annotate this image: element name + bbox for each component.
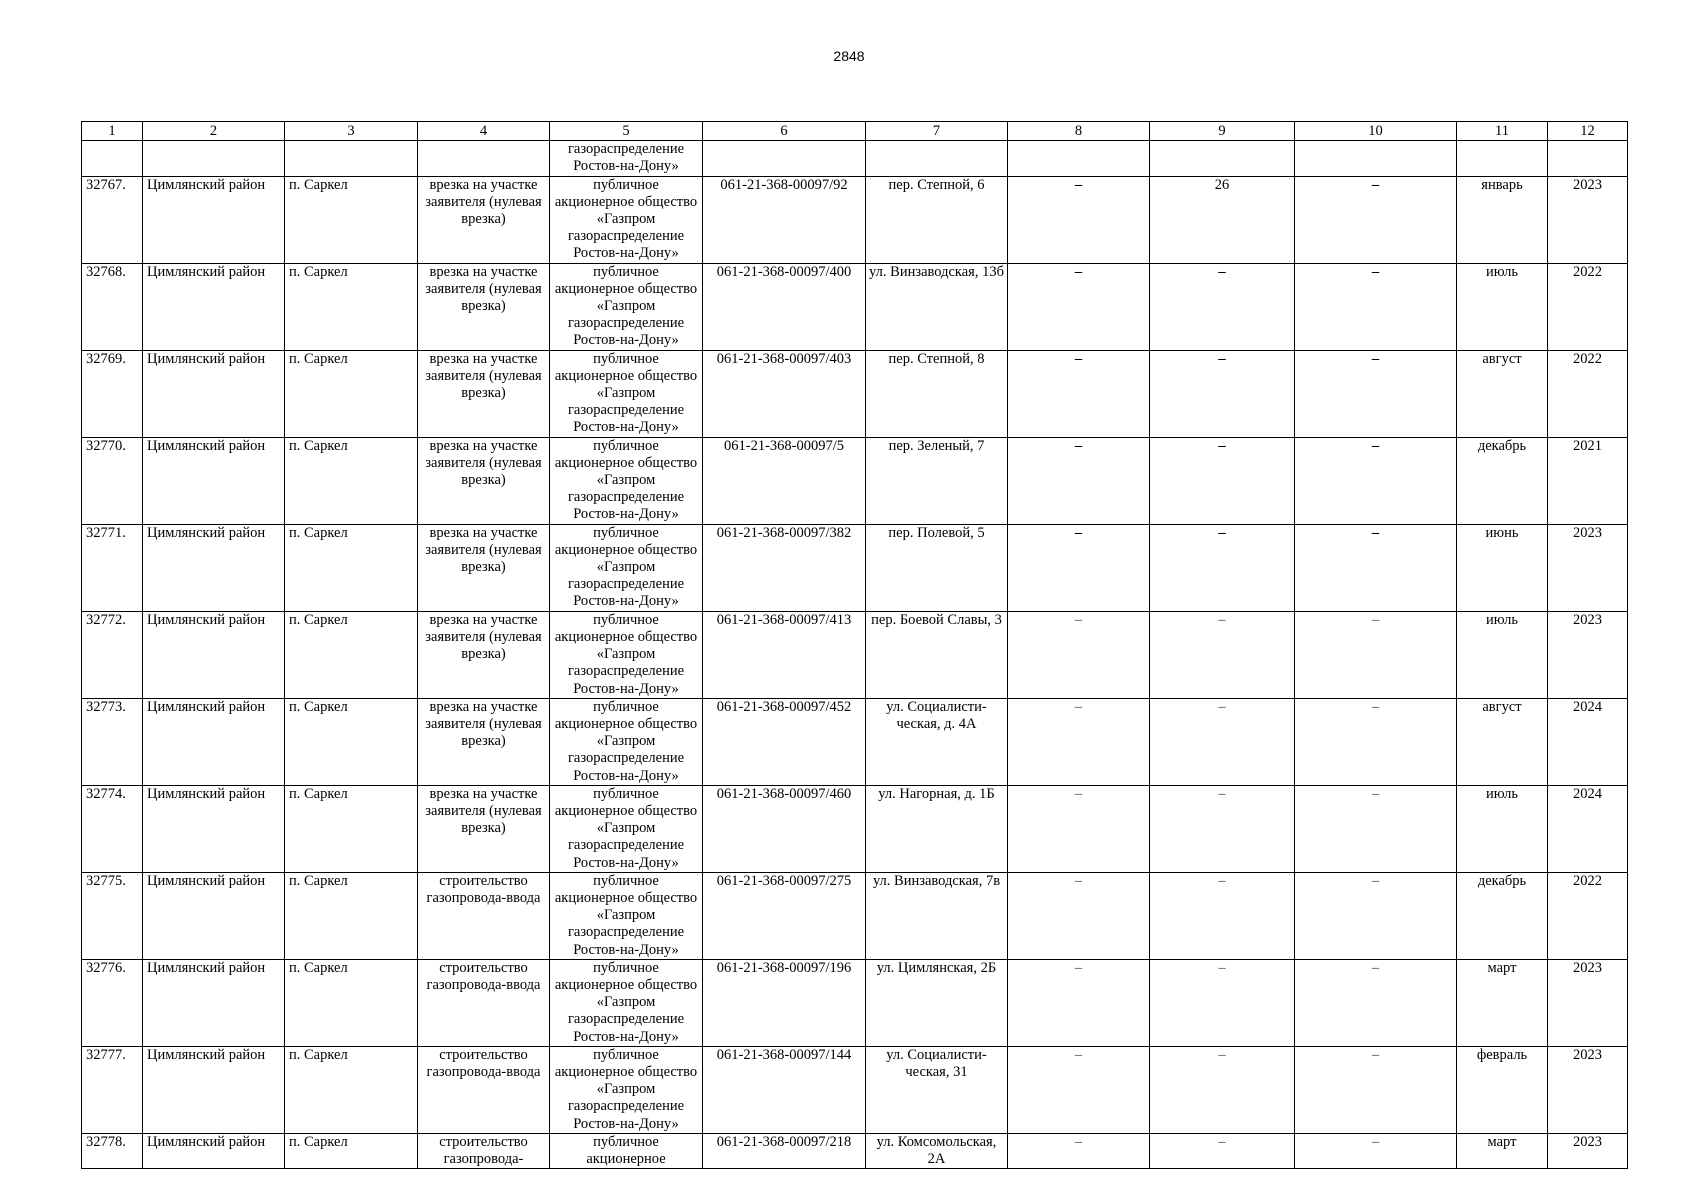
cell-settlement: п. Саркел — [285, 872, 418, 959]
table-row — [82, 959, 1628, 1046]
table-row — [82, 611, 1628, 698]
cell-row-number: 32777. — [82, 1046, 143, 1133]
cell-object-code: 061-21-368-00097/92 — [703, 176, 866, 263]
cell-year: 2024 — [1548, 785, 1628, 872]
registry-table — [81, 121, 1628, 1169]
table-row — [82, 263, 1628, 350]
cell-col9: – — [1150, 698, 1295, 785]
column-header: 2 — [143, 122, 285, 141]
cell-col10: – — [1295, 437, 1457, 524]
cell-month: июль — [1457, 611, 1548, 698]
cell-col8: – — [1008, 350, 1150, 437]
cell-row-number: 32772. — [82, 611, 143, 698]
cell-work-type: врезка на участке заявителя (нулевая врезка) — [418, 611, 550, 698]
column-header: 9 — [1150, 122, 1295, 141]
cell-month: март — [1457, 1133, 1548, 1168]
cell-organization: публичное акционерное общество «Газпром газораспределение Ростов-на-Дону» — [550, 872, 703, 959]
table-row — [82, 176, 1628, 263]
cell-address: ул. Комсомольская, 2А — [866, 1133, 1008, 1168]
cell-row-number: 32775. — [82, 872, 143, 959]
cell-district: Цимлянский район — [143, 350, 285, 437]
cell-address: пер. Степной, 8 — [866, 350, 1008, 437]
cell-work-type: врезка на участке заявителя (нулевая врезка) — [418, 524, 550, 611]
cell-settlement: п. Саркел — [285, 350, 418, 437]
cell-organization: публичное акционерное общество «Газпром газораспределение Ростов-на-Дону» — [550, 350, 703, 437]
cell-col9: – — [1150, 524, 1295, 611]
cell-month: декабрь — [1457, 437, 1548, 524]
cell-month: июль — [1457, 785, 1548, 872]
column-header: 11 — [1457, 122, 1548, 141]
cell-object-code: 061-21-368-00097/144 — [703, 1046, 866, 1133]
cell-col9: – — [1150, 785, 1295, 872]
cell-row-number: 32773. — [82, 698, 143, 785]
table-row — [82, 698, 1628, 785]
cell-work-type: врезка на участке заявителя (нулевая врезка) — [418, 437, 550, 524]
cell-col10: – — [1295, 1133, 1457, 1168]
cell-month: январь — [1457, 176, 1548, 263]
cell-row-number: 32776. — [82, 959, 143, 1046]
cell-district: Цимлянский район — [143, 176, 285, 263]
cell-district: Цимлянский район — [143, 611, 285, 698]
cell-col9: 26 — [1150, 176, 1295, 263]
cell-object-code: 061-21-368-00097/460 — [703, 785, 866, 872]
cell-settlement: п. Саркел — [285, 1133, 418, 1168]
table-row — [82, 437, 1628, 524]
cell-col9: – — [1150, 872, 1295, 959]
cell-organization: публичное акционерное общество «Газпром газораспределение Ростов-на-Дону» — [550, 1046, 703, 1133]
cell-work-type: врезка на участке заявителя (нулевая врезка) — [418, 785, 550, 872]
cell-organization: публичное акционерное общество «Газпром газораспределение Ростов-на-Дону» — [550, 263, 703, 350]
cell-address: ул. Цимлянская, 2Б — [866, 959, 1008, 1046]
cell-settlement: п. Саркел — [285, 176, 418, 263]
cell-settlement: п. Саркел — [285, 263, 418, 350]
column-header: 3 — [285, 122, 418, 141]
cell-month: февраль — [1457, 1046, 1548, 1133]
cell-object-code: 061-21-368-00097/400 — [703, 263, 866, 350]
cell-col8: – — [1008, 872, 1150, 959]
cell-row-number: 32769. — [82, 350, 143, 437]
cell-col10: – — [1295, 872, 1457, 959]
cell-district: Цимлянский район — [143, 959, 285, 1046]
cell-organization: публичное акционерное общество «Газпром газораспределение Ростов-на-Дону» — [550, 698, 703, 785]
cell-address: ул. Винзаводская, 7в — [866, 872, 1008, 959]
cell-month: декабрь — [1457, 872, 1548, 959]
cell-address: ул. Винзаводская, 13б — [866, 263, 1008, 350]
cell-month: июль — [1457, 263, 1548, 350]
cell-row-number: 32771. — [82, 524, 143, 611]
cell-work-type: врезка на участке заявителя (нулевая врезка) — [418, 698, 550, 785]
cell-address: ул. Социалисти-ческая, 31 — [866, 1046, 1008, 1133]
cell-district: Цимлянский район — [143, 1046, 285, 1133]
cell-col9: – — [1150, 1046, 1295, 1133]
cell-month: август — [1457, 350, 1548, 437]
cell-col8: – — [1008, 1133, 1150, 1168]
cell-settlement: п. Саркел — [285, 1046, 418, 1133]
cell-year: 2024 — [1548, 698, 1628, 785]
cell-organization: публичное акционерное — [550, 1133, 703, 1168]
continuation-row — [82, 141, 1628, 176]
cell-row-number: 32770. — [82, 437, 143, 524]
cell-organization: газораспределение Ростов-на-Дону» — [550, 141, 703, 176]
cell-work-type: строительство газопровода-ввода — [418, 872, 550, 959]
cell-year: 2022 — [1548, 350, 1628, 437]
cell-object-code: 061-21-368-00097/403 — [703, 350, 866, 437]
cell-year: 2023 — [1548, 176, 1628, 263]
cell-col9: – — [1150, 263, 1295, 350]
column-header: 7 — [866, 122, 1008, 141]
cell-address: пер. Зеленый, 7 — [866, 437, 1008, 524]
column-header: 5 — [550, 122, 703, 141]
cell-col8: – — [1008, 611, 1150, 698]
cell-work-type: врезка на участке заявителя (нулевая врезка) — [418, 350, 550, 437]
cell-address: пер. Полевой, 5 — [866, 524, 1008, 611]
cell-settlement: п. Саркел — [285, 611, 418, 698]
cell-organization: публичное акционерное общество «Газпром газораспределение Ростов-на-Дону» — [550, 959, 703, 1046]
cell-organization: публичное акционерное общество «Газпром газораспределение Ростов-на-Дону» — [550, 785, 703, 872]
cell-col8: – — [1008, 785, 1150, 872]
cell-settlement: п. Саркел — [285, 524, 418, 611]
table-row — [82, 350, 1628, 437]
column-number-header — [82, 122, 1628, 141]
cell-district: Цимлянский район — [143, 698, 285, 785]
cell-organization: публичное акционерное общество «Газпром газораспределение Ростов-на-Дону» — [550, 437, 703, 524]
cell-col10: – — [1295, 176, 1457, 263]
cell-year: 2022 — [1548, 872, 1628, 959]
cell-object-code: 061-21-368-00097/275 — [703, 872, 866, 959]
cell-object-code: 061-21-368-00097/218 — [703, 1133, 866, 1168]
cell-year: 2023 — [1548, 611, 1628, 698]
cell-row-number: 32774. — [82, 785, 143, 872]
cell-district: Цимлянский район — [143, 437, 285, 524]
cell-col10: – — [1295, 611, 1457, 698]
cell-row-number: 32768. — [82, 263, 143, 350]
cell-col9: – — [1150, 350, 1295, 437]
table-row — [82, 872, 1628, 959]
cell-row-number: 32778. — [82, 1133, 143, 1168]
cell-district: Цимлянский район — [143, 524, 285, 611]
cell-col9: – — [1150, 959, 1295, 1046]
cell-district: Цимлянский район — [143, 872, 285, 959]
cell-district: Цимлянский район — [143, 263, 285, 350]
cell-col10: – — [1295, 350, 1457, 437]
cell-col10: – — [1295, 263, 1457, 350]
table-row — [82, 524, 1628, 611]
cell-col8: – — [1008, 698, 1150, 785]
column-header: 10 — [1295, 122, 1457, 141]
table-row — [82, 785, 1628, 872]
cell-year: 2023 — [1548, 1046, 1628, 1133]
cell-year: 2021 — [1548, 437, 1628, 524]
cell-col8: – — [1008, 1046, 1150, 1133]
cell-settlement: п. Саркел — [285, 698, 418, 785]
cell-object-code: 061-21-368-00097/382 — [703, 524, 866, 611]
cell-address: пер. Степной, 6 — [866, 176, 1008, 263]
cell-settlement: п. Саркел — [285, 785, 418, 872]
cell-work-type: строительство газопровода-ввода — [418, 959, 550, 1046]
cell-col9: – — [1150, 1133, 1295, 1168]
column-header: 4 — [418, 122, 550, 141]
cell-col10: – — [1295, 698, 1457, 785]
cell-organization: публичное акционерное общество «Газпром газораспределение Ростов-на-Дону» — [550, 176, 703, 263]
cell-col8: – — [1008, 263, 1150, 350]
column-header: 1 — [82, 122, 143, 141]
cell-year: 2023 — [1548, 524, 1628, 611]
cell-month: июнь — [1457, 524, 1548, 611]
cell-col8: – — [1008, 176, 1150, 263]
cell-object-code: 061-21-368-00097/5 — [703, 437, 866, 524]
cell-year: 2022 — [1548, 263, 1628, 350]
cell-settlement: п. Саркел — [285, 959, 418, 1046]
cell-col10: – — [1295, 524, 1457, 611]
cell-object-code: 061-21-368-00097/452 — [703, 698, 866, 785]
cell-address: ул. Социалисти-ческая, д. 4А — [866, 698, 1008, 785]
cell-row-number: 32767. — [82, 176, 143, 263]
cell-year: 2023 — [1548, 1133, 1628, 1168]
cell-district: Цимлянский район — [143, 1133, 285, 1168]
cell-month: август — [1457, 698, 1548, 785]
cell-work-type: строительство газопровода- — [418, 1133, 550, 1168]
cell-organization: публичное акционерное общество «Газпром газораспределение Ростов-на-Дону» — [550, 611, 703, 698]
column-header: 8 — [1008, 122, 1150, 141]
cell-col10: – — [1295, 959, 1457, 1046]
table-row — [82, 1046, 1628, 1133]
cell-col10: – — [1295, 1046, 1457, 1133]
cell-col9: – — [1150, 611, 1295, 698]
cell-col9: – — [1150, 437, 1295, 524]
cell-col8: – — [1008, 437, 1150, 524]
cell-address: пер. Боевой Славы, 3 — [866, 611, 1008, 698]
cell-work-type: строительство газопровода-ввода — [418, 1046, 550, 1133]
cell-work-type: врезка на участке заявителя (нулевая врезка) — [418, 176, 550, 263]
cell-col8: – — [1008, 524, 1150, 611]
cell-organization: публичное акционерное общество «Газпром газораспределение Ростов-на-Дону» — [550, 524, 703, 611]
cell-object-code: 061-21-368-00097/196 — [703, 959, 866, 1046]
column-header: 12 — [1548, 122, 1628, 141]
table-row — [82, 1133, 1628, 1168]
cell-col10: – — [1295, 785, 1457, 872]
cell-settlement: п. Саркел — [285, 437, 418, 524]
cell-district: Цимлянский район — [143, 785, 285, 872]
page-number: 2848 — [833, 48, 865, 64]
cell-address: ул. Нагорная, д. 1Б — [866, 785, 1008, 872]
column-header: 6 — [703, 122, 866, 141]
cell-work-type: врезка на участке заявителя (нулевая врезка) — [418, 263, 550, 350]
cell-year: 2023 — [1548, 959, 1628, 1046]
cell-month: март — [1457, 959, 1548, 1046]
cell-object-code: 061-21-368-00097/413 — [703, 611, 866, 698]
cell-col8: – — [1008, 959, 1150, 1046]
